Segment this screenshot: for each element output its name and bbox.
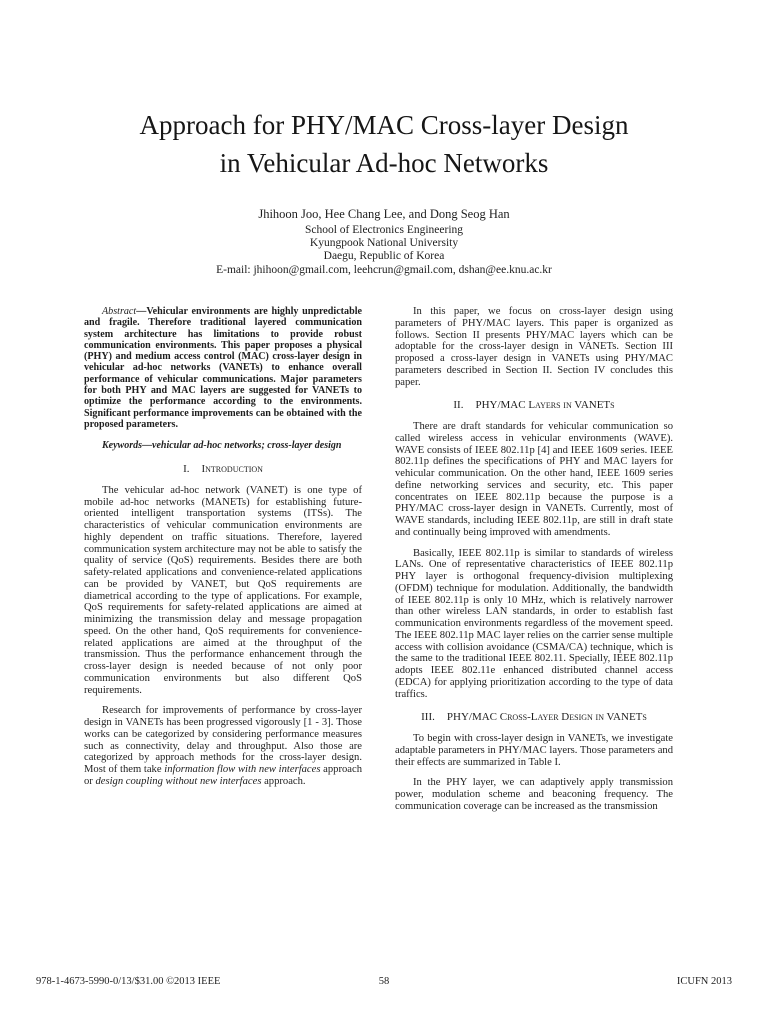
paper-title-line1: Approach for PHY/MAC Cross-layer Design	[139, 110, 629, 140]
emphasis-design-coupling: design coupling without new interfaces	[95, 775, 262, 787]
right-column	[395, 306, 673, 813]
section-number: III.	[421, 711, 435, 724]
abstract-lead: Abstract	[102, 306, 137, 317]
affiliation-block	[0, 224, 768, 277]
affiliation-location: Daegu, Republic of Korea	[323, 250, 445, 263]
intro-paragraph-3: In this paper, we focus on cross-layer design using parameters of PHY/MAC layers. This paper is organized as follows. Section II presents PHY/MAC layers which can be adoptable for the cross-layer design in VANETs. Section III proposed a cross-layer design in VANETs using PHY/MAC parameters described in Section II. Section IV concludes this paper.	[395, 306, 673, 388]
author-list: Jhihoon Joo, Hee Chang Lee, and Dong Seog Han	[258, 207, 510, 221]
paper-title-line2: in Vehicular Ad-hoc Networks	[219, 148, 549, 178]
section-heading-phy-mac-layers	[395, 400, 673, 412]
intro-paragraph-1: The vehicular ad-hoc network (VANET) is one type of mobile ad-hoc networks (MANETs) for establishing future-oriented intelligent transportation systems (ITSs). The characteristics of vehicular communication environments are highly dependent on traffic situations. Therefore, layered communication system architecture may not be able to satisfy the quality of service (QoS) requirements. Besides there are both safety-related applications and convenience-related applications can be provided by VANET, but QoS requirements are diametrical according to the type of applications. For example, QoS requirements for safety-related applications are aimed at minimizing the transmission delay and message propagation speed. On the other hand, QoS requirements for convenience-related applications are aimed at the throughput of the transmission. Thus the performance enhancement through the cross-layer design is needed because of not only poor communication environments but also different QoS requirements.	[84, 484, 362, 696]
section3-paragraph-1: To begin with cross-layer design in VANETs, we investigate adaptable parameters in PHY/MAC layers. Those parameters and their effects are summarized in Table I.	[395, 733, 673, 768]
section3-paragraph-2: In the PHY layer, we can adaptively apply transmission power, modulation scheme and beaconing frequency. The communication coverage can be increased as the transmission	[395, 777, 673, 812]
footer-conference: ICUFN 2013	[676, 976, 732, 987]
intro-paragraph-2-part-a: Research for improvements of performance by cross-layer design in VANETs has been progressed vigorously [1 - 3]. Those works can be categorized by considering performance measures such as connectivity, delay and throughput. Also those are categorized by approach methods for the cross-layer design. Most of them take	[84, 705, 362, 776]
section-heading-cross-layer-design	[395, 712, 673, 724]
intro-paragraph-2-part-c: approach.	[261, 775, 306, 787]
section-number: II.	[453, 399, 464, 412]
affiliation-email: E-mail: jhihoon@gmail.com, leehcrun@gmail.com, dshan@ee.knu.ac.kr	[216, 263, 552, 276]
section-title: Introduction	[201, 463, 263, 476]
intro-paragraph-2	[84, 705, 362, 787]
emphasis-information-flow: information flow with new interfaces	[164, 764, 321, 776]
abstract-text: —Vehicular environments are highly unpredictable and fragile. Therefore traditional layered communication system architecture has limitations to provide robust communication environments. This paper proposes a physical (PHY) and medium access control (MAC) cross-layer design in vehicular ad-hoc networks (VANETs) to enhance overall performance of vehicular communications. Major parameters for both PHY and MAC layers are suggested for VANETs to optimize the performance according to the environments. Significant performance improvements can be obtained with the proposed parameters.	[84, 306, 362, 430]
section-number: I.	[183, 463, 190, 476]
footer-copyright: 978-1-4673-5990-0/13/$31.00 ©2013 IEEE	[36, 976, 221, 987]
section2-paragraph-1: There are draft standards for vehicular communication so called wireless access in vehicular environments (WAVE). WAVE consists of IEEE 802.11p [4] and IEEE 1609 series. IEEE 802.11p defines the specifications of PHY and MAC layers for vehicular communication. On the other hand, IEEE 1609 series define networking services and security, etc. This paper concentrates on IEEE 802.11p because the purpose is a PHY/MAC cross-layer design in VANETs. Currently, most of WAVE standards, including IEEE 802.11p, are still in draft state and continually being improved with amendments.	[395, 421, 673, 538]
left-column	[84, 306, 362, 788]
intro-paragraph-2-part-b: approach or	[84, 764, 362, 787]
affiliation-university: Kyungpook National University	[309, 237, 459, 250]
section-title: PHY/MAC Cross-Layer Design in VANETs	[446, 711, 647, 724]
section-title: PHY/MAC Layers in VANETs	[475, 399, 615, 412]
section2-paragraph-2: Basically, IEEE 802.11p is similar to standards of wireless LANs. One of representative characteristics of IEEE 802.11p PHY layer is orthogonal frequency-division multiplexing (OFDM) technique for modulation. Additionally, the bandwidth of IEEE 802.11p is only 10 MHz, which is relatively narrower than other wireless LAN standards, in order to establish fast communication environments regardless of the movement speed. The IEEE 802.11p MAC layer relies on the carrier sense multiple access with collision avoidance (CSMA/CA) technique, which is the same to the traditional IEEE 802.11. Specially, IEEE 802.11p adopts IEEE 802.11e enhanced distributed channel access (EDCA) for applying prioritization according to the type of data traffics.	[395, 547, 673, 700]
footer-page-number: 58	[378, 976, 390, 987]
affiliation-school: School of Electronics Engineering	[304, 224, 464, 236]
abstract	[84, 306, 362, 430]
section-heading-introduction	[84, 464, 362, 476]
keywords: Keywords—vehicular ad-hoc networks; cross-layer design	[102, 440, 342, 452]
